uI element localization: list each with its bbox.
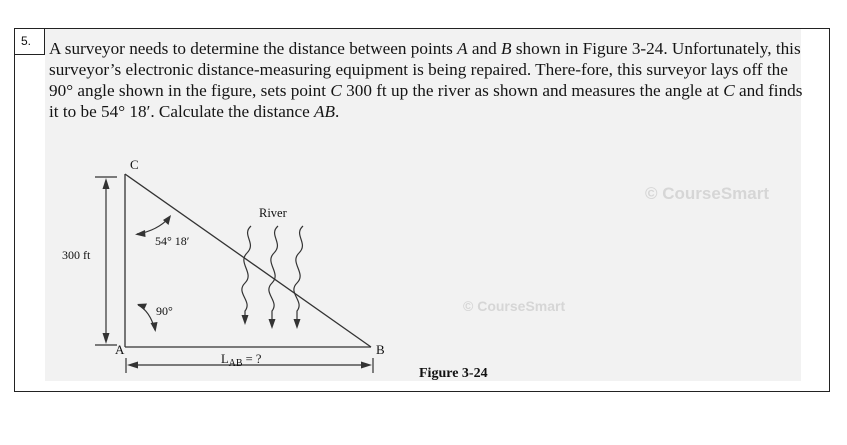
angle-a-label: 90°	[156, 304, 173, 318]
label-point-b: B	[376, 342, 385, 357]
label-point-c: C	[130, 157, 139, 172]
problem-card	[14, 28, 830, 392]
problem-text-variable: AB	[314, 102, 336, 121]
side-cb	[125, 174, 371, 347]
label-point-a: A	[115, 342, 125, 357]
problem-text-variable: B	[501, 39, 512, 58]
problem-text-run: 300 ft up the river as shown and measures the angle at	[341, 81, 724, 100]
problem-content	[45, 29, 801, 381]
angle-c-label: 54° 18′	[155, 234, 190, 248]
distance-label-subscript: AB	[228, 358, 243, 369]
triangle	[125, 174, 371, 347]
figure-caption: Figure 3-24	[419, 366, 488, 381]
river-flow-arrows	[242, 315, 301, 329]
distance-label-suffix: = ?	[242, 352, 262, 366]
figure-3-24	[45, 29, 831, 383]
problem-text-run: and finds it to be 54° 18′. Calculate the distance	[49, 81, 803, 121]
problem-text-variable: C	[723, 81, 735, 100]
problem-text-run: shown in Figure 3-24. Unfortunately, this surveyor’s electronic distance-measuring equipment is being repaired. There-fore, this surveyor lays off the 90° angle shown in the figure, sets point	[49, 39, 801, 100]
river-label: River	[259, 206, 287, 220]
height-dimension	[95, 177, 117, 345]
problem-number: 5.	[15, 29, 45, 55]
problem-text-variable: A	[457, 39, 468, 58]
watermark-top: © CourseSmart	[645, 184, 770, 203]
problem-text-run: .	[335, 102, 340, 121]
problem-text-run: A surveyor needs to determine the distance between points	[49, 39, 458, 58]
watermark-middle: © CourseSmart	[463, 298, 566, 314]
problem-text-run: and	[467, 39, 502, 58]
height-label: 300 ft	[62, 248, 91, 262]
angle-a-arrows	[137, 304, 158, 333]
river-flow-lines	[242, 226, 303, 325]
distance-label	[221, 352, 262, 369]
problem-text-variable: C	[330, 81, 342, 100]
distance-label-prefix: L	[221, 352, 229, 366]
